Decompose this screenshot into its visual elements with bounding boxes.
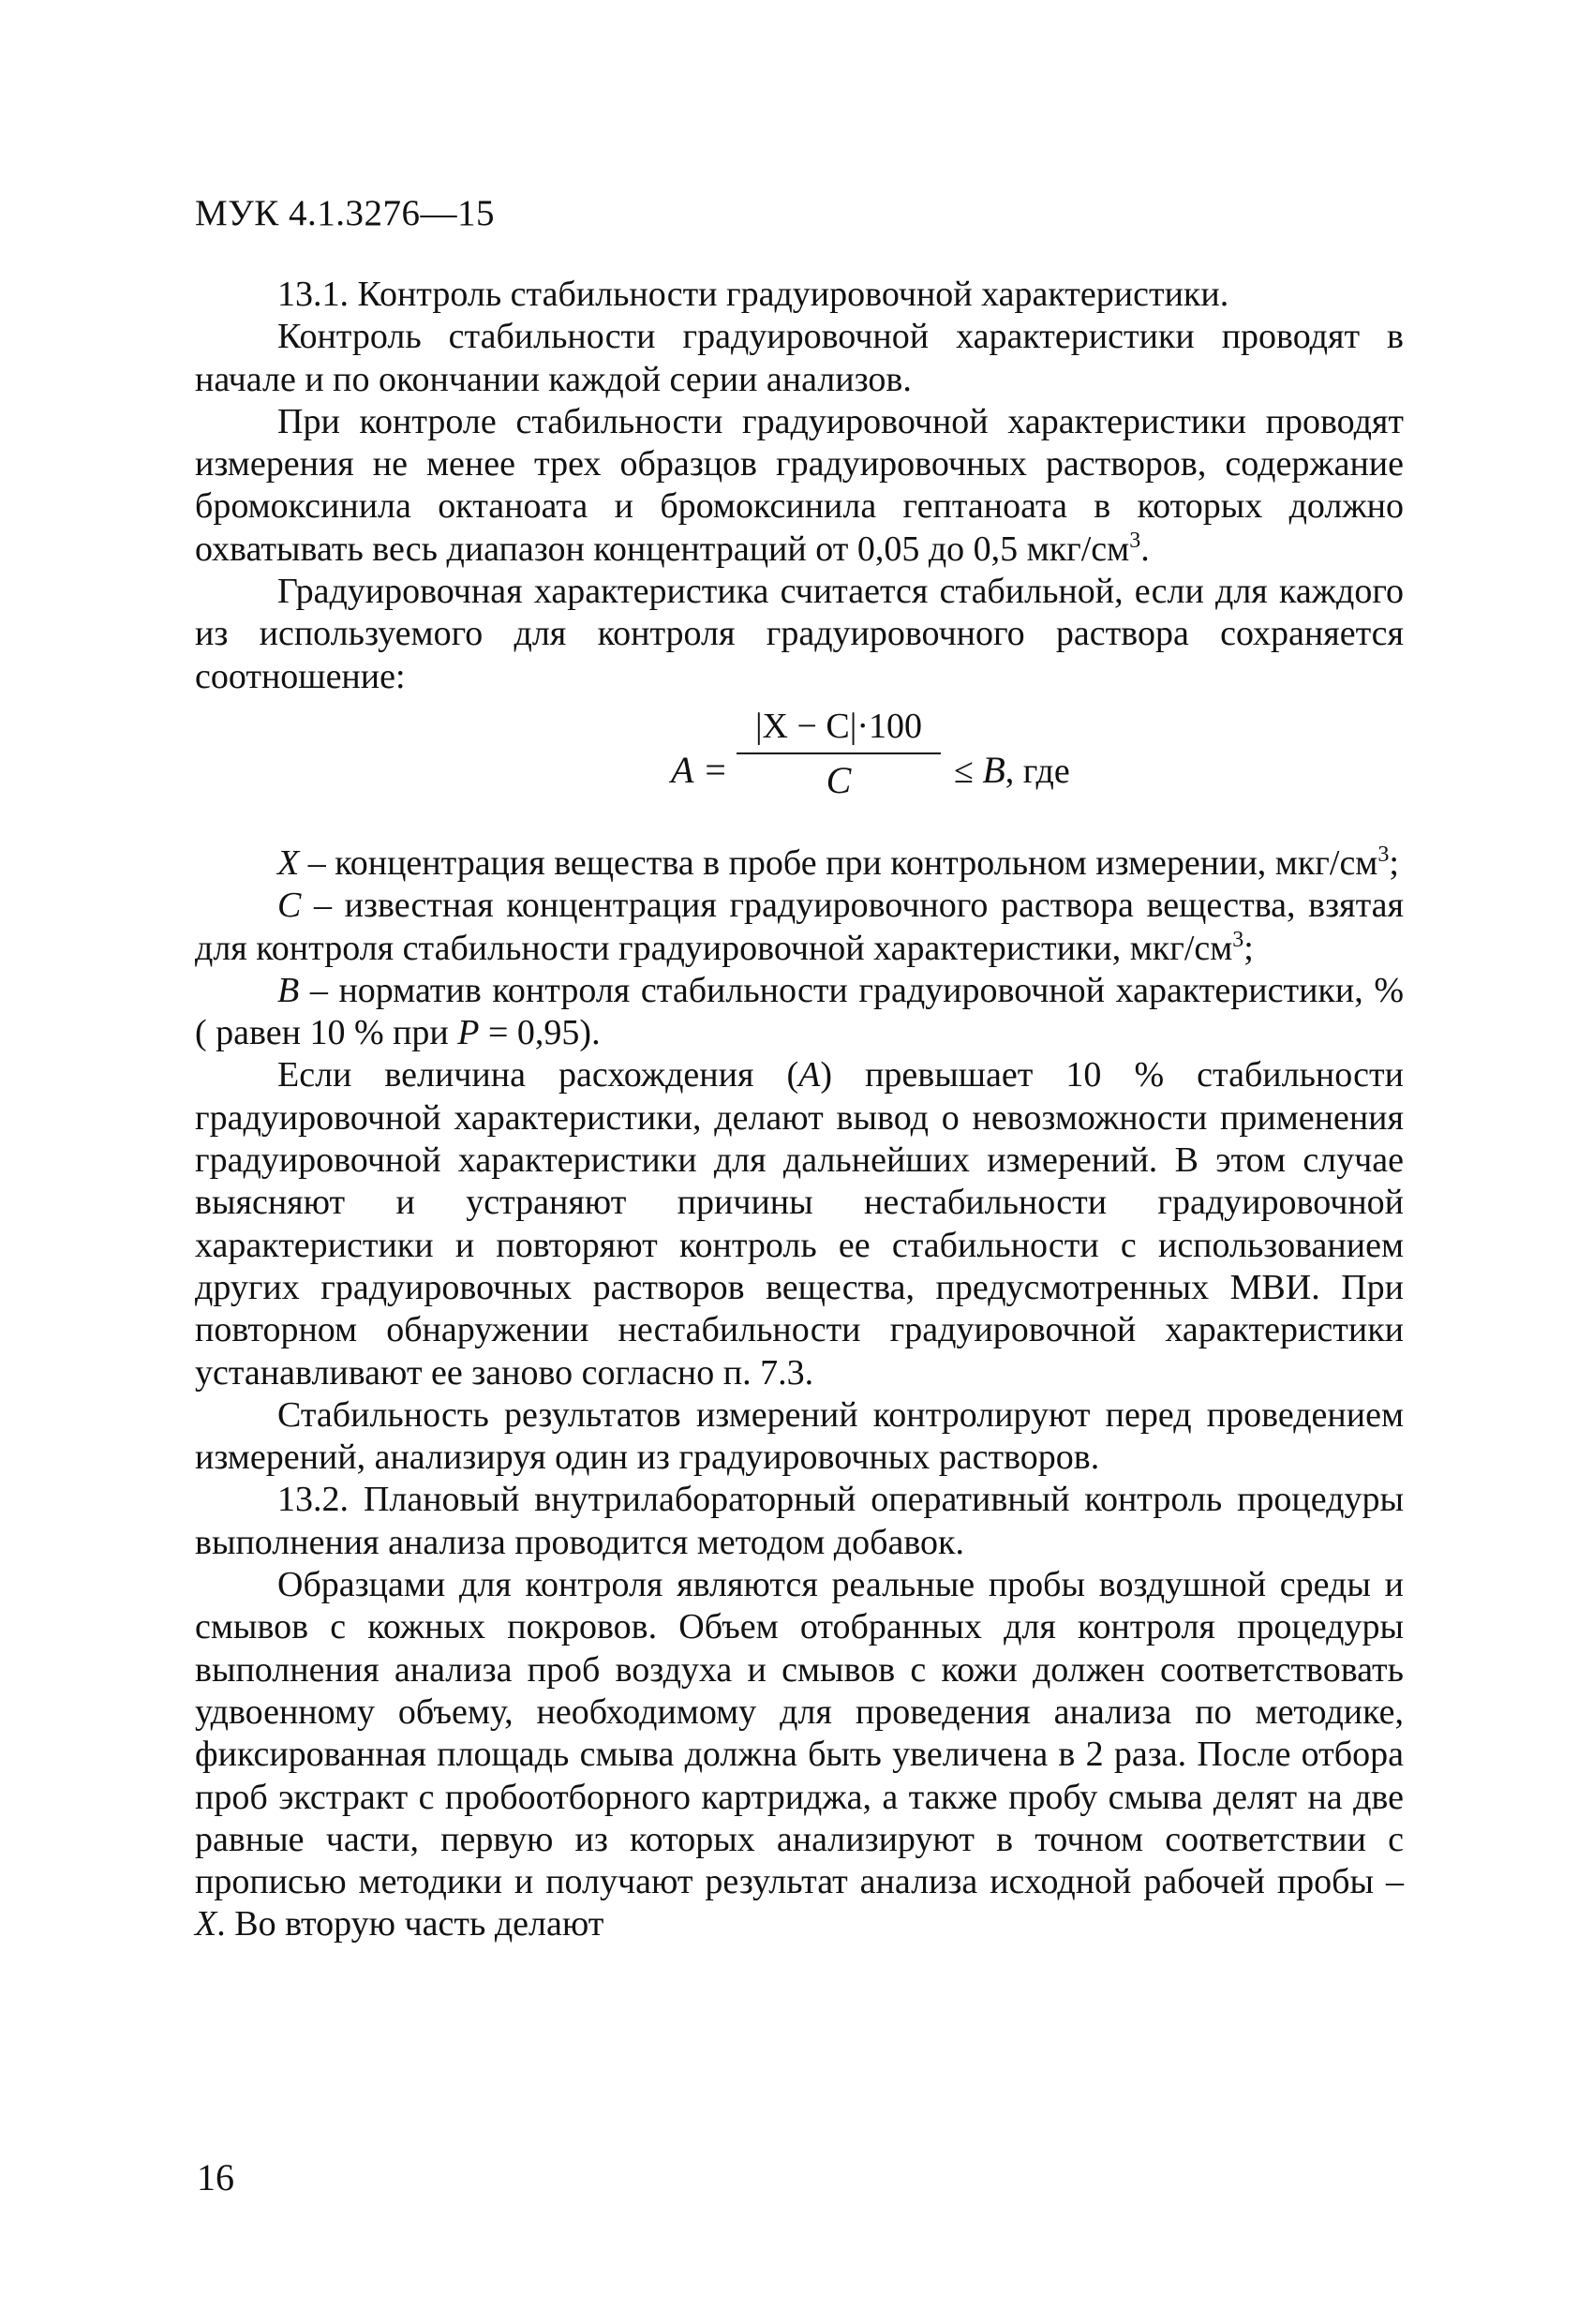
- paragraph: Если величина расхождения (A) превышает 10 % стабильности градуировочной характеристики, делают вывод о невозможности применения градуировочной характеристики для дальнейших измерений. В этом случае выясняют и устраняют причины нестабильности градуировочной характеристики и повторяют контроль ее стабильности с использованием других градуировочных растворов вещества, предусмотренных МВИ. При повторном обнаружении нестабильности градуировочной характеристики устанавливают ее заново согласно п. 7.3.: [195, 1055, 1404, 1393]
- formula-lhs: A =: [671, 748, 728, 791]
- section-13-2: 13.2. Плановый внутрилабораторный оперативный контроль процедуры выполнения анализа проводится методом добавок.: [195, 1480, 1404, 1562]
- fraction-bar: [737, 752, 941, 754]
- formula-rhs: ≤ B, где: [954, 748, 1070, 791]
- page-number: 16: [197, 2156, 234, 2198]
- page-body: [195, 274, 1404, 1946]
- stability-formula: [195, 702, 1404, 839]
- definition-b: B – норматив контроля стабильности градуировочной характеристики, % ( равен 10 % при P = 0,95).: [195, 970, 1404, 1053]
- paragraph: Образцами для контроля являются реальные пробы воздушной среды и смывов с кожных покровов. Объем отобранных для контроля процедуры выполнения анализа проб воздуха и смывов с кожи должен соответствовать удвоенному объему, необходимому для проведения анализа по методике, фиксированная площадь смыва должна быть увеличена в 2 раза. После отбора проб экстракт с пробоотборного картриджа, а также пробу смыва делят на две равные части, первую из которых анализируют в точном соответствии с прописью методики и получают результат анализа исходной рабочей пробы – X. Во вторую часть делают: [195, 1565, 1404, 1944]
- formula-numerator: |X − C|·100: [754, 706, 923, 746]
- section-13-1-title: 13.1. Контроль стабильности градуировочной характеристики.: [277, 275, 1229, 314]
- formula-denominator: C: [826, 758, 852, 801]
- formula-fraction: [737, 702, 941, 803]
- paragraph: При контроле стабильности градуировочной характеристики проводят измерения не менее трех образцов градуировочных растворов, содержание бромоксинила октаноата и бромоксинила гептаноата в которых должно охватывать весь диапазон концентраций от 0,05 до 0,5 мкг/$см^3$.: [195, 401, 1404, 569]
- paragraph: Стабильность результатов измерений контролируют перед проведением измерений, анализируя один из градуировочных растворов.: [195, 1394, 1404, 1478]
- paragraph: Градуировочная характеристика считается стабильной, если для каждого из используемого для контроля градуировочного раствора сохраняется соотношение:: [195, 572, 1404, 696]
- document-code: МУК 4.1.3276—15: [195, 193, 496, 233]
- definition-c: C – известная концентрация градуировочного раствора вещества, взятая для контроля стабильности градуировочной характеристики, мкг/$см^3$;: [195, 886, 1404, 968]
- definition-x: X – концентрация вещества в пробе при контрольном измерении, мкг/$см^3$;: [277, 842, 1399, 883]
- paragraph: Контроль стабильности градуировочной характеристики проводят в начале и по окончании каждой серии анализов.: [195, 317, 1404, 399]
